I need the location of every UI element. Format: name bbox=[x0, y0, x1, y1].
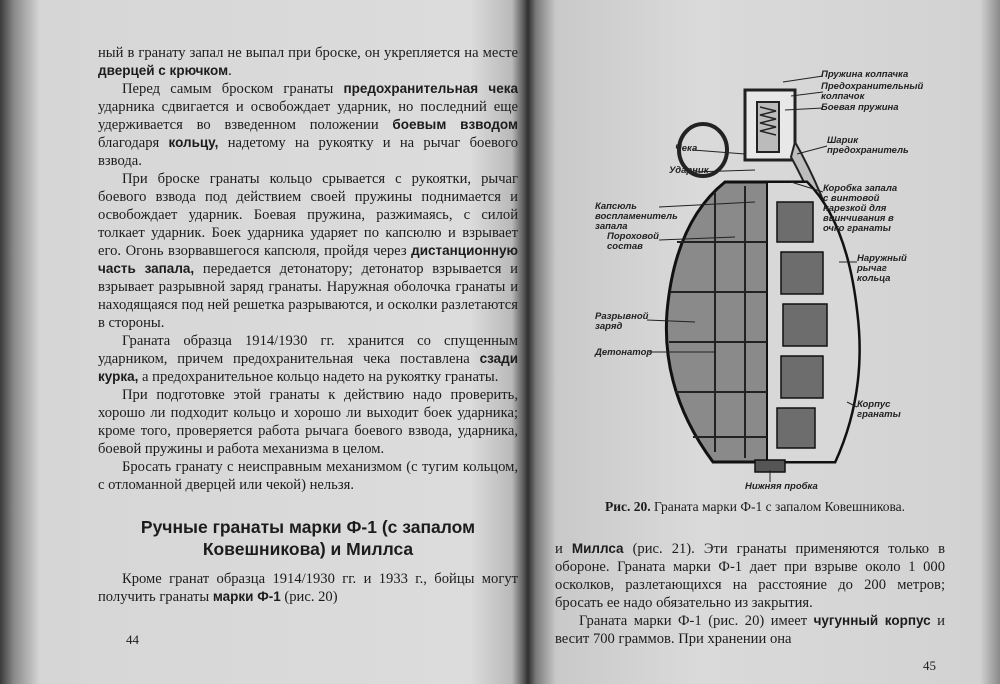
page-number-left: 44 bbox=[126, 632, 139, 647]
bold-term: чугунный корпус bbox=[813, 613, 931, 628]
left-page bbox=[98, 44, 518, 674]
caption-text: Граната марки Ф-1 с запалом Ковешникова. bbox=[654, 499, 906, 514]
paragraph bbox=[98, 458, 518, 494]
paragraph-text: надетому на рукоятку и на рычаг боевого взвода. bbox=[98, 135, 518, 169]
callout-spring-cap: Пружина колпачка bbox=[821, 69, 909, 80]
paragraph-text: Бросать гранату с неисправным механизмом (с тугим кольцом, с отломанной дверцей или чекой) нельзя. bbox=[98, 459, 518, 493]
paragraph bbox=[98, 332, 518, 386]
callout-primer: Капсюль воспламенитель запала bbox=[595, 201, 678, 232]
paragraph-text: Перед самым броском гранаты bbox=[122, 81, 344, 97]
figure-caption bbox=[575, 498, 935, 515]
callout-combat-spring: Боевая пружина bbox=[821, 102, 899, 113]
bold-term: боевым взводом bbox=[392, 117, 518, 132]
paragraph bbox=[98, 170, 518, 332]
paragraph-text: и bbox=[555, 541, 572, 557]
paragraph bbox=[555, 612, 945, 648]
callout-safety-ball: Шарик предохранитель bbox=[827, 135, 909, 156]
paragraph-text: Граната марки Ф-1 (рис. 20) имеет bbox=[579, 613, 814, 629]
right-page bbox=[555, 62, 950, 672]
paragraph-text: . bbox=[228, 63, 232, 79]
callout-safety-cap: Предохранительный колпачок bbox=[821, 81, 924, 102]
caption-label: Рис. 20. bbox=[604, 499, 651, 514]
paragraph-text: При броске гранаты кольцо срывается с рукоятки, рычаг боевого взвода под действием своей пружины поднимается и освобождает ударник. Боевая пружина, разжимаясь, с силой толкает ударник. Боек ударника ударяет по капсюлю и взрывает его. Огонь взорвавшегося капсюля, пройдя через bbox=[98, 171, 518, 259]
paragraph-text: (рис. 21). Эти гранаты применяются только в обороне. Граната марки Ф-1 дает при взрыве около 1 000 осколков, разлетающихся на расстояние до 200 метров; бросать ее надо обязательно из закрытия. bbox=[555, 541, 945, 611]
section-heading: Ручные гранаты марки Ф-1 (с запалом Ковешникова) и Миллса bbox=[140, 517, 476, 559]
paragraph bbox=[98, 570, 518, 606]
paragraph-text: ударника сдвигается и освобождает ударник, но последний еще удерживается во взведенном положении bbox=[98, 99, 518, 133]
left-page-last-paragraph bbox=[98, 570, 518, 606]
grenade-figure bbox=[595, 62, 925, 492]
right-page-text bbox=[555, 540, 945, 648]
callout-check-pin: Чека bbox=[675, 143, 698, 154]
callout-body: Корпус гранаты bbox=[857, 399, 901, 420]
paragraph-text: а предохранительное кольцо надето на рукоятку гранаты. bbox=[138, 369, 499, 385]
bold-term: кольцу, bbox=[168, 135, 219, 150]
callout-ring: кольца bbox=[857, 273, 891, 284]
page-number-right: 45 bbox=[923, 658, 936, 673]
callout-fuse-box: Коробка запала с винтовой нарезкой для ввинчивания в очко гранаты bbox=[823, 183, 898, 234]
paragraph-text: (рис. 20) bbox=[280, 589, 338, 605]
callout-detonator: Детонатор bbox=[595, 347, 653, 358]
bold-term: сзади курка, bbox=[98, 351, 518, 384]
bold-term: марки Ф-1 bbox=[212, 589, 281, 604]
paragraph-text: ный в гранату запал не выпал при броске, он укрепляется на месте bbox=[98, 45, 518, 61]
callout-striker: Ударник bbox=[669, 165, 709, 176]
paragraph bbox=[98, 44, 518, 80]
paragraph-text: благодаря bbox=[98, 135, 169, 151]
paragraph-text: Кроме гранат образца 1914/1930 гг. и 1933 г., бойцы могут получить гранаты bbox=[98, 571, 518, 605]
callout-charge: Разрывной заряд bbox=[595, 311, 649, 332]
bold-term: Миллса bbox=[571, 541, 624, 556]
paragraph bbox=[555, 540, 945, 612]
callout-powder: Пороховой состав bbox=[607, 231, 659, 252]
callout-plug: Нижняя пробка bbox=[745, 481, 818, 492]
bold-term: дистанционную часть запала, bbox=[98, 243, 518, 276]
paragraph-text: Граната образца 1914/1930 гг. хранится со спущенным ударником, причем предохранительная чека поставлена bbox=[98, 333, 518, 367]
bold-term: дверцей с крючком bbox=[98, 63, 229, 78]
left-page-text bbox=[98, 44, 518, 494]
bold-term: предохранительная чека bbox=[343, 81, 518, 96]
paragraph bbox=[98, 386, 518, 458]
paragraph bbox=[98, 80, 518, 170]
paragraph-text: передается детонатору; детонатор взрывается и взрывает разрывной заряд гранаты. Наружная оболочка гранаты и находящаяся под ней решетка разрываются, и осколки разлетаются в стороны. bbox=[98, 261, 518, 331]
paragraph-text: При подготовке этой гранаты к действию надо проверить, хорошо ли подходит кольцо и хорошо ли выходит боек ударника; кроме того, проверяется работа рычага боевого взвода, ударника, боевой пружины и работа механизма в целом. bbox=[98, 387, 518, 457]
callout-lever: Наружный рычаг bbox=[857, 253, 907, 274]
paragraph-text: и весит 700 граммов. При хранении она bbox=[555, 613, 945, 647]
